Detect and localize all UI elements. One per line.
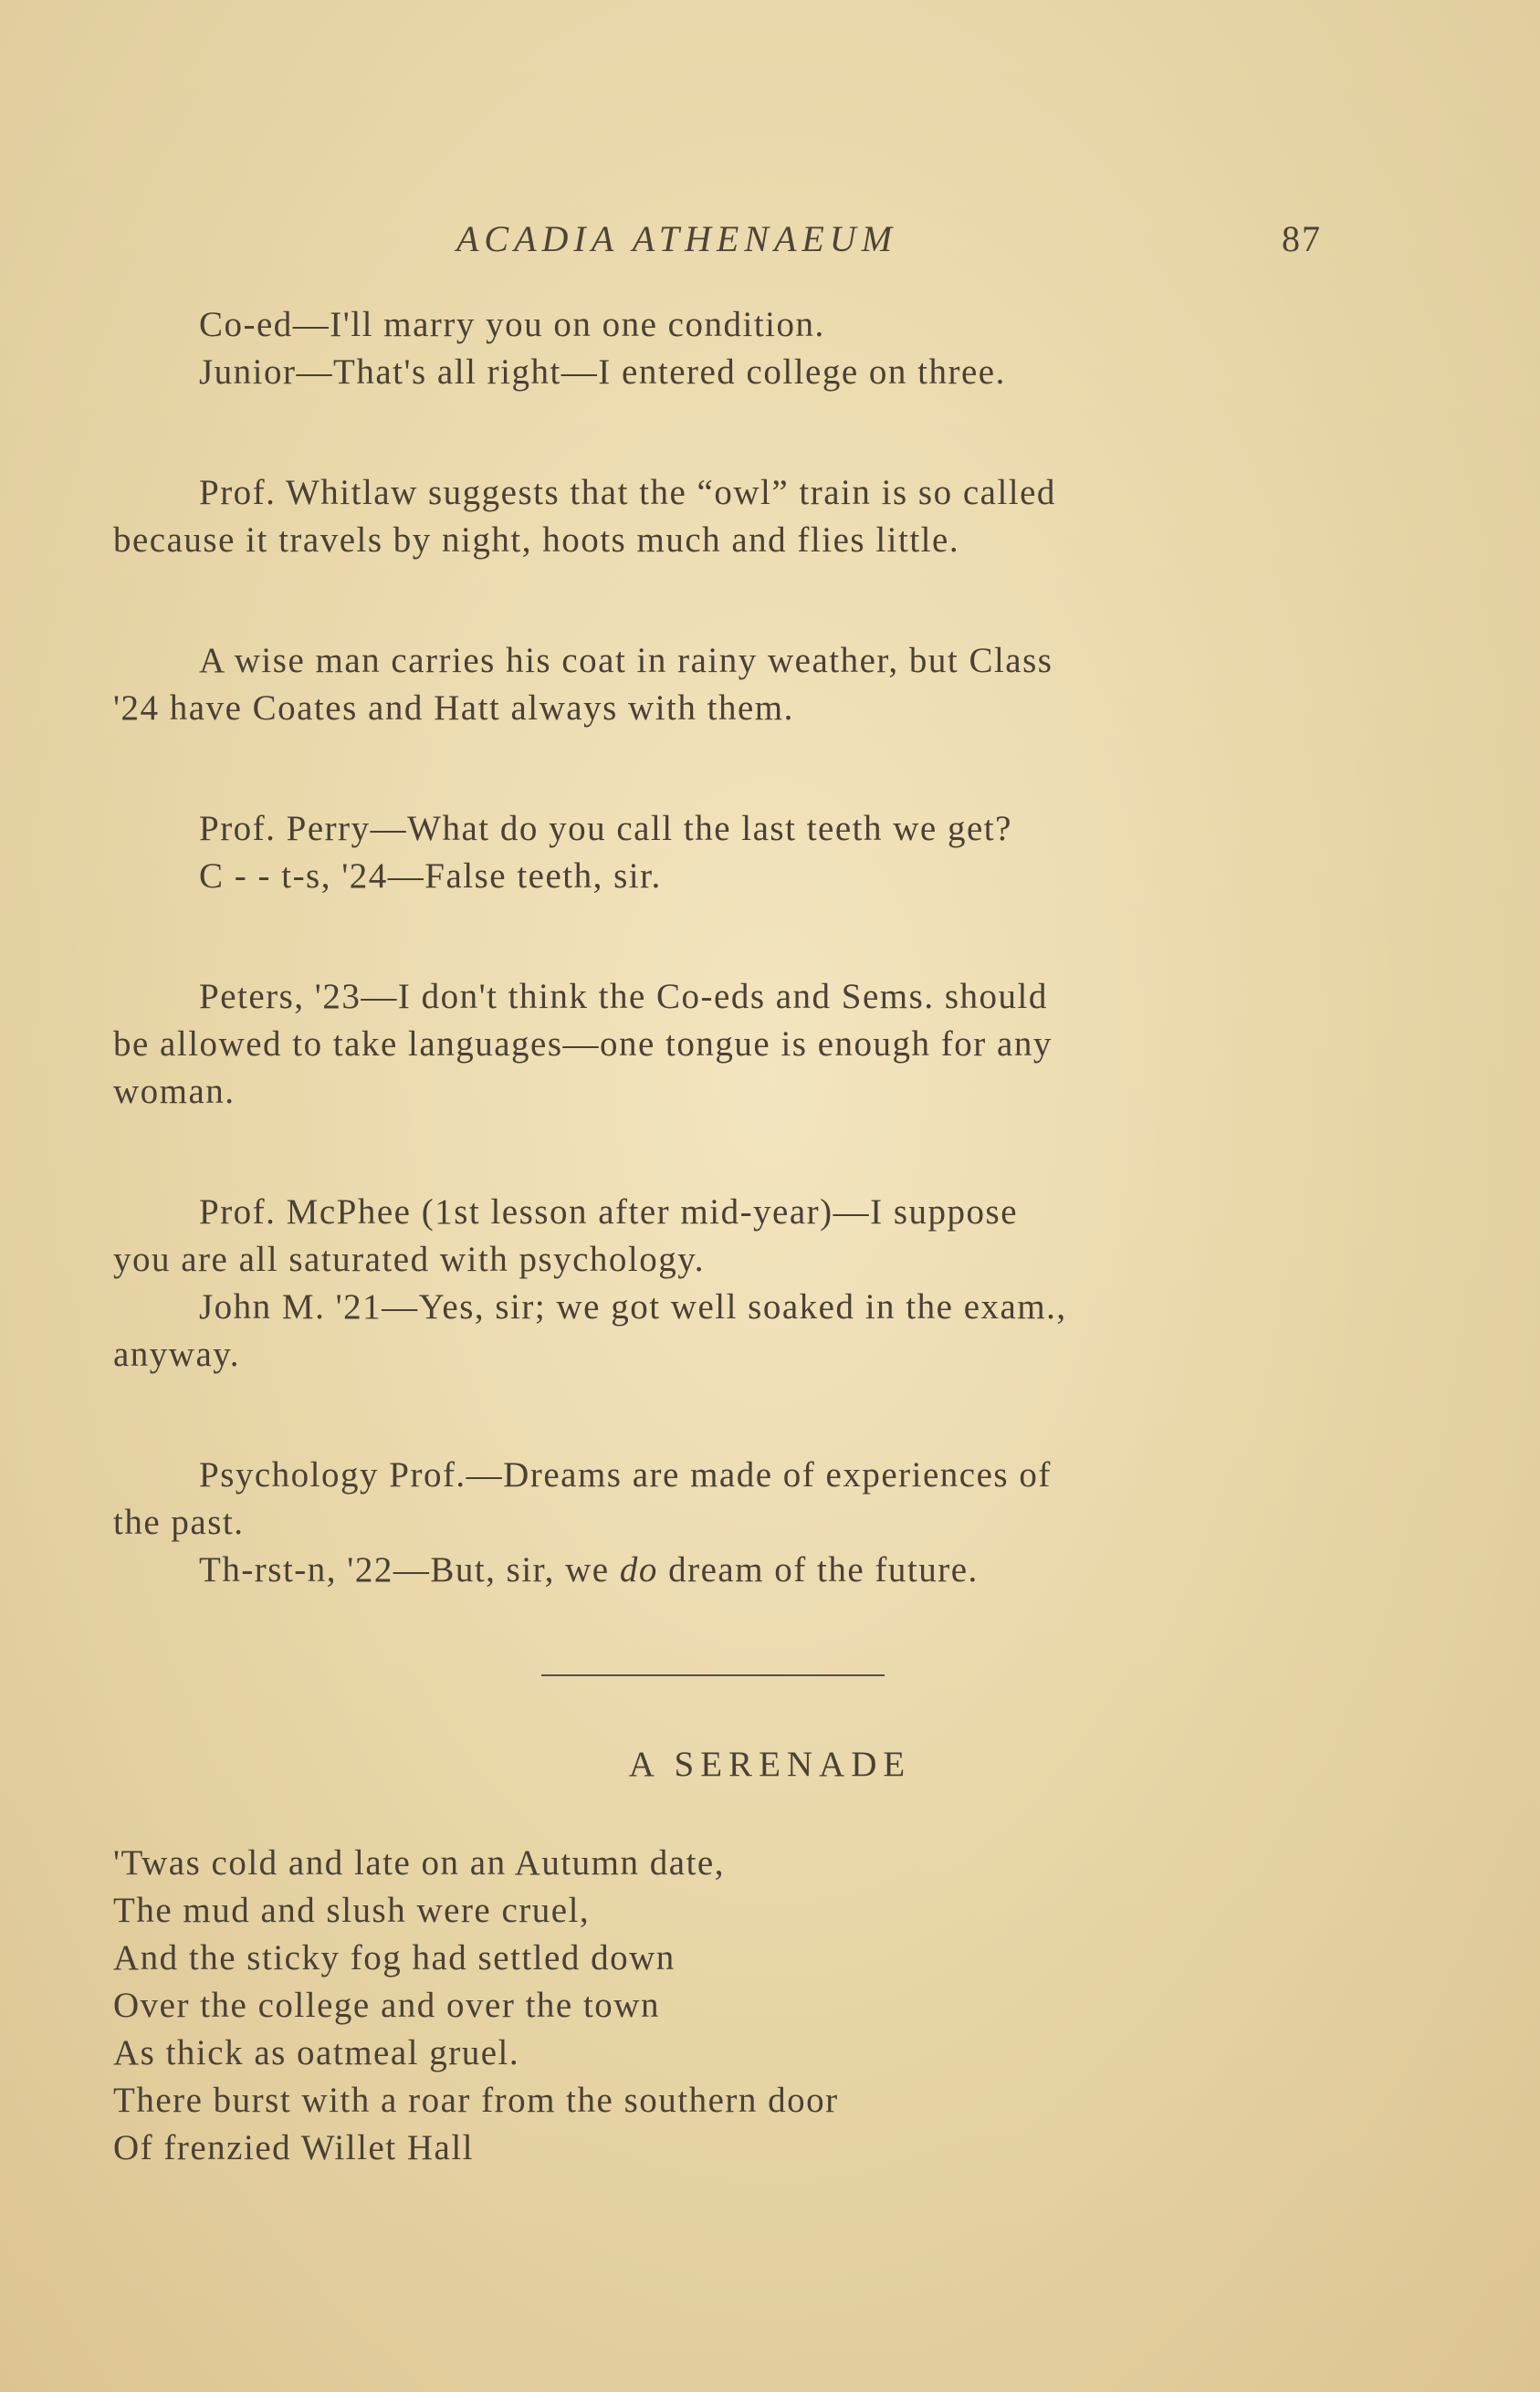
section-divider	[541, 1674, 885, 1676]
running-head: ACADIA ATHENAEUM	[456, 218, 898, 259]
joke-line: woman.	[113, 1072, 236, 1111]
joke-2	[113, 469, 1320, 564]
joke-text: Th-rst-n, '22—But, sir, we	[199, 1550, 620, 1589]
joke-line: Psychology Prof.—Dreams are made of experiences of	[199, 1455, 1052, 1495]
joke-line: anyway.	[113, 1335, 241, 1374]
poem-line: 'Twas cold and late on an Autumn date,	[113, 1843, 725, 1883]
poem-line: And the sticky fog had settled down	[113, 1938, 676, 1978]
poem-body	[113, 1840, 839, 2172]
joke-6	[113, 1189, 1320, 1379]
joke-line: Prof. Whitlaw suggests that the “owl” train is so called	[199, 473, 1056, 512]
joke-line-mixed	[113, 1547, 1320, 1594]
page-number: 87	[1282, 218, 1322, 259]
joke-5	[113, 973, 1320, 1116]
joke-line: because it travels by night, hoots much and flies little.	[113, 520, 960, 560]
joke-emphasis: do	[619, 1550, 658, 1589]
joke-line: Co-ed—I'll marry you on one condition.	[199, 305, 825, 344]
joke-3	[113, 637, 1320, 732]
joke-line: Peters, '23—I don't think the Co-eds and Sems. should	[199, 977, 1048, 1016]
joke-4	[113, 805, 1320, 900]
joke-line: be allowed to take languages—one tongue is enough for any	[113, 1024, 1053, 1064]
joke-1	[113, 301, 1320, 396]
poem-line: The mud and slush were cruel,	[113, 1891, 591, 1930]
joke-line: A wise man carries his coat in rainy weather, but Class	[199, 641, 1053, 680]
poem-line: Of frenzied Willet Hall	[113, 2128, 474, 2167]
poem-line: As thick as oatmeal gruel.	[113, 2033, 520, 2072]
joke-line: the past.	[113, 1503, 245, 1542]
joke-7	[113, 1452, 1320, 1594]
joke-line: Prof. McPhee (1st lesson after mid-year)—I suppose	[199, 1192, 1019, 1232]
joke-line: Prof. Perry—What do you call the last teeth we get?	[199, 809, 1012, 848]
page-header	[0, 217, 1540, 272]
joke-line: you are all saturated with psychology.	[113, 1240, 705, 1279]
joke-text: dream of the future.	[657, 1550, 979, 1589]
joke-line: John M. '21—Yes, sir; we got well soaked in the exam.,	[199, 1287, 1067, 1327]
joke-line: '24 have Coates and Hatt always with them.	[113, 688, 794, 728]
poem-line: Over the college and over the town	[113, 1986, 660, 2025]
poem-line: There burst with a roar from the southern door	[113, 2081, 839, 2120]
joke-line: C - - t-s, '24—False teeth, sir.	[199, 856, 662, 896]
joke-line: Junior—That's all right—I entered college on three.	[199, 352, 1006, 392]
poem-title: A SERENADE	[628, 1745, 912, 1784]
